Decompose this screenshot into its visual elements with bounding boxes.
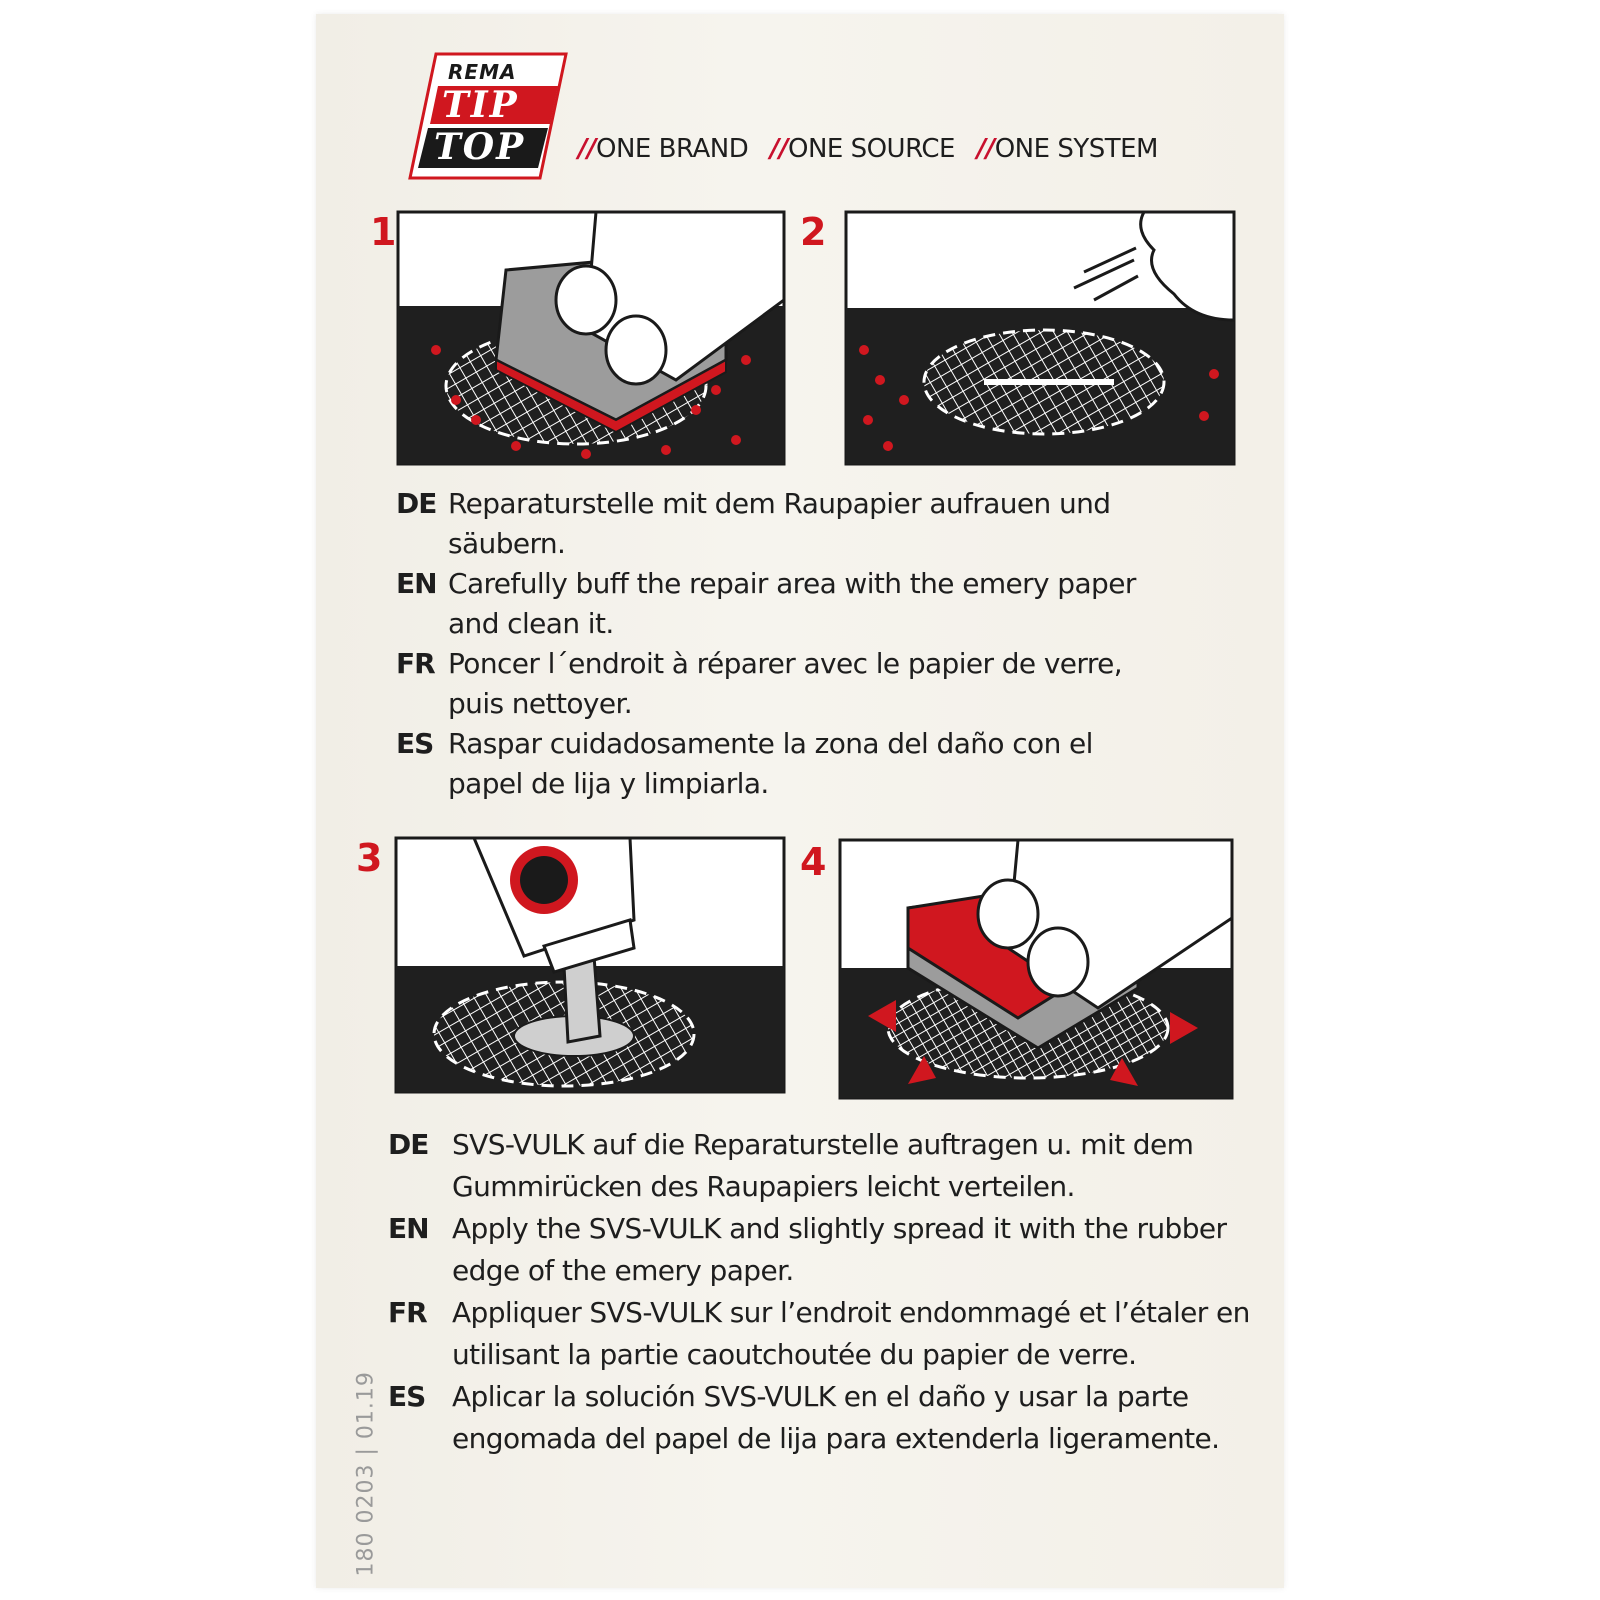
instructions-step-1-2 [396,484,1156,804]
tagline-separator: // [976,134,995,164]
step-3-illustration [394,836,786,1094]
instruction-row-es [388,1376,1268,1460]
instruction-text: Aplicar la solución SVS-VULK en el daño y usar la parte engomada del papel de lija para extenderla ligeramente. [452,1380,1220,1455]
brand-tagline [578,134,1198,164]
instruction-row-de [396,484,1156,564]
instruction-text: Appliquer SVS-VULK sur l’endroit endommagé et l’étaler en utilisant la partie caoutchoutée du papier de verre. [452,1296,1250,1371]
rema-tip-top-logo [408,46,568,186]
instruction-row-fr [388,1292,1268,1376]
step-number-1: 1 [370,210,397,254]
lang-code: EN [388,1212,429,1245]
tagline-one-source: ONE SOURCE [787,134,955,164]
tagline-separator: // [769,134,788,164]
document-code: 180 0203 | 01.19 [353,1371,379,1577]
instruction-row-en [388,1208,1268,1292]
instructions-step-3-4 [388,1124,1268,1460]
instruction-row-es [396,724,1156,804]
instruction-text: Poncer l´endroit à réparer avec le papier de verre, puis nettoyer. [448,647,1123,720]
lang-code: DE [396,487,437,520]
instruction-text: SVS-VULK auf die Reparaturstelle auftragen u. mit dem Gummirücken des Raupapiers leicht verteilen. [452,1128,1194,1203]
tagline-one-brand: ONE BRAND [596,134,749,164]
instruction-row-de [388,1124,1268,1208]
instruction-text: Reparaturstelle mit dem Raupapier aufrauen und säubern. [448,487,1111,560]
logo-rema-text: REMA [448,60,517,84]
instruction-row-fr [396,644,1156,724]
step-4-illustration [838,838,1234,1100]
lang-code: FR [396,647,435,680]
step-1-illustration [396,210,786,466]
logo-tip-text: TIP [442,84,519,126]
lang-code: ES [388,1380,426,1413]
instruction-row-en [396,564,1156,644]
instruction-text: Raspar cuidadosamente la zona del daño con el papel de lija y limpiarla. [448,727,1093,800]
lang-code: ES [396,727,434,760]
step-number-3: 3 [356,836,383,880]
instruction-text: Carefully buff the repair area with the emery paper and clean it. [448,567,1136,640]
instruction-sheet [316,14,1284,1588]
lang-code: FR [388,1296,427,1329]
tagline-separator: // [578,134,596,164]
step-number-4: 4 [800,840,827,884]
tagline-one-system: ONE SYSTEM [994,134,1158,164]
logo-top-text: TOP [434,126,526,168]
lang-code: DE [388,1128,429,1161]
step-2-illustration [844,210,1236,466]
instruction-text: Apply the SVS-VULK and slightly spread it with the rubber edge of the emery paper. [452,1212,1227,1287]
step-number-2: 2 [800,210,827,254]
lang-code: EN [396,567,437,600]
